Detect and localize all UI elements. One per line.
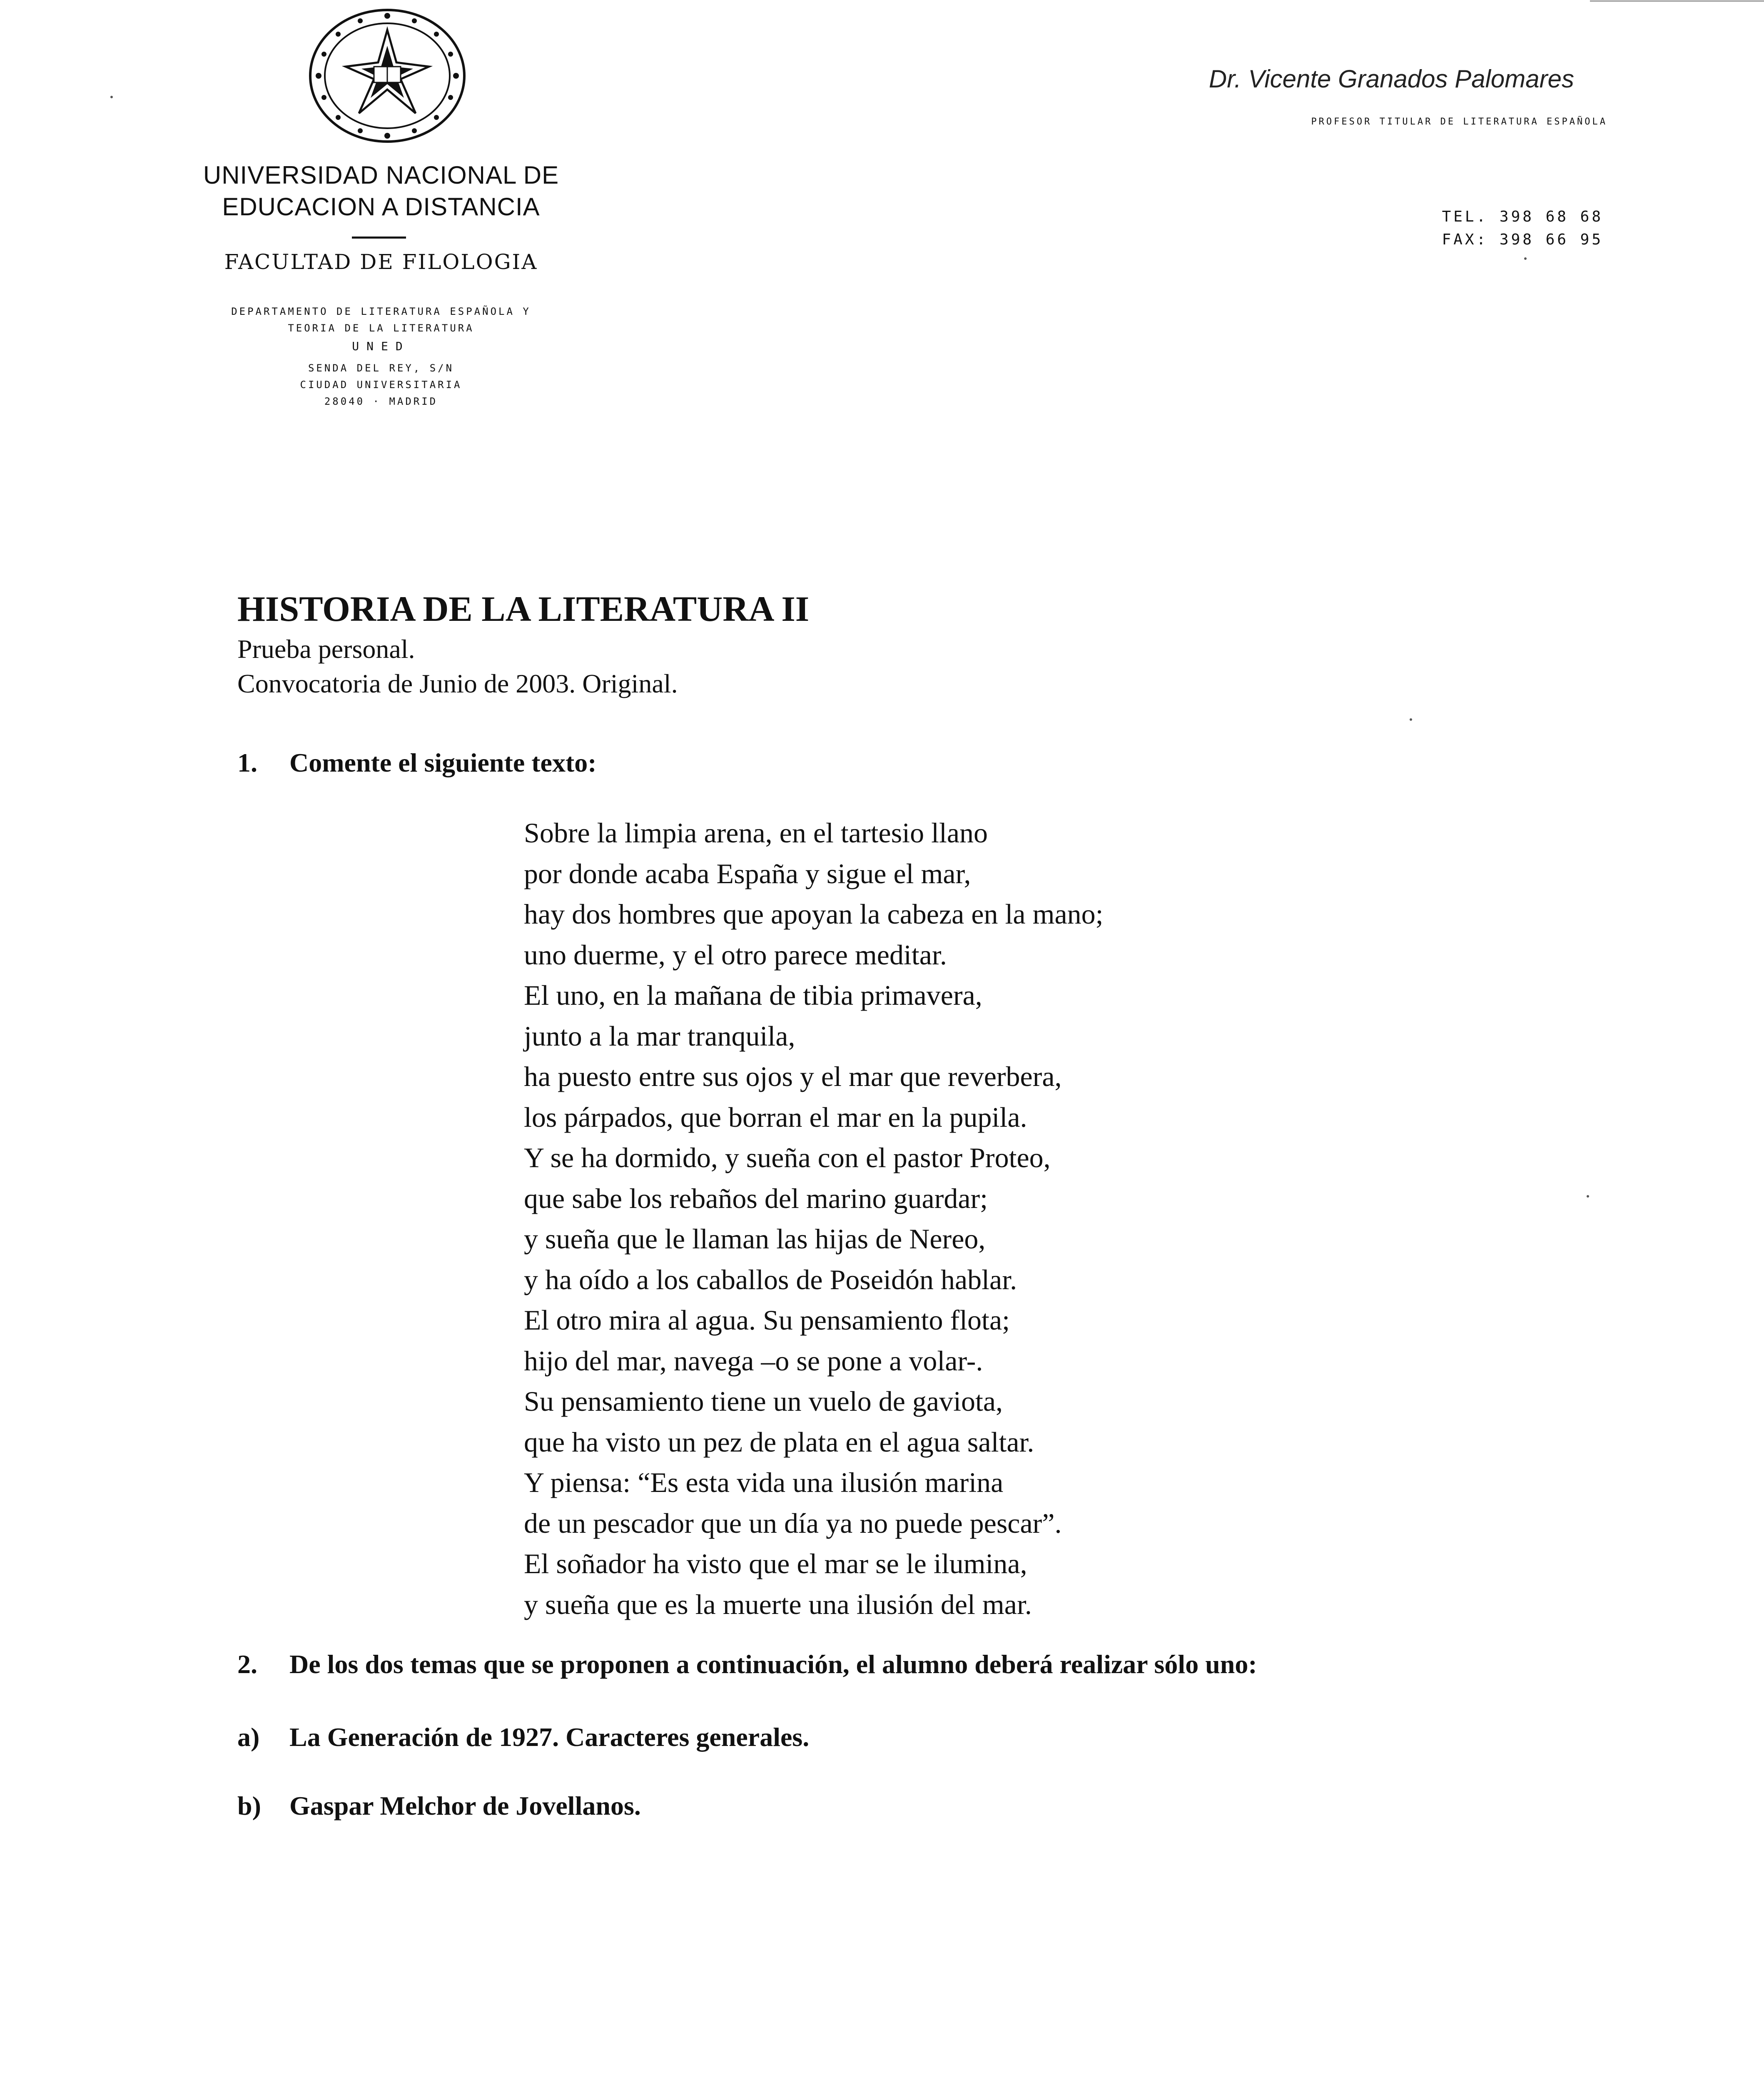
fax-number: FAX: 398 66 95 (1442, 231, 1603, 248)
question-text: De los dos temas que se proponen a continuación, el alumno deberá realizar sólo uno: (289, 1649, 1257, 1679)
option-text: Gaspar Melchor de Jovellanos. (289, 1791, 641, 1821)
poem-line: que ha visto un pez de plata en el agua saltar. (524, 1426, 1034, 1458)
poem-line: hay dos hombres que apoyan la cabeza en la mano; (524, 898, 1104, 930)
poem-line: que sabe los rebaños del marino guardar; (524, 1182, 988, 1214)
option-label: b) (237, 1791, 261, 1821)
poem-line: los párpados, que borran el mar en la pupila. (524, 1101, 1027, 1133)
poem-line: ha puesto entre sus ojos y el mar que reverbera, (524, 1061, 1062, 1092)
question-number: 2. (237, 1649, 257, 1679)
department-line: DEPARTAMENTO DE LITERATURA ESPAÑOLA Y (231, 306, 531, 317)
exam-session: Convocatoria de Junio de 2003. Original. (237, 669, 678, 698)
poem-text (524, 813, 1565, 1625)
university-name-line1: UNIVERSIDAD NACIONAL DE (203, 161, 559, 189)
poem-line: y sueña que le llaman las hijas de Nereo, (524, 1223, 986, 1255)
poem-line: El uno, en la mañana de tibia primavera, (524, 979, 982, 1011)
department-line: TEORIA DE LA LITERATURA (288, 322, 474, 334)
address-line: SENDA DEL REY, S/N (308, 362, 454, 374)
poem-line: Y piensa: “Es esta vida una ilusión marina (524, 1467, 1004, 1498)
option-text: La Generación de 1927. Caracteres generales. (289, 1722, 810, 1752)
poem-line: de un pescador que un día ya no puede pescar”. (524, 1507, 1062, 1539)
poem-line: Su pensamiento tiene un vuelo de gaviota, (524, 1385, 1003, 1417)
poem-line: uno duerme, y el otro parece meditar. (524, 939, 947, 971)
option-label: a) (237, 1722, 260, 1752)
question-number: 1. (237, 748, 257, 777)
exam-title: HISTORIA DE LA LITERATURA II (237, 589, 810, 629)
university-seal-icon (304, 4, 471, 148)
telephone-number: TEL. 398 68 68 (1442, 208, 1603, 225)
poem-line: Y se ha dormido, y sueña con el pastor Proteo, (524, 1142, 1051, 1173)
scan-speck (110, 96, 113, 98)
poem-line: hijo del mar, navega –o se pone a volar-. (524, 1345, 983, 1377)
poem-line: El otro mira al agua. Su pensamiento flota; (524, 1304, 1010, 1336)
professor-name: Dr. Vicente Granados Palomares (1208, 65, 1574, 93)
poem-line: y ha oído a los caballos de Poseidón hablar. (524, 1263, 1017, 1295)
scan-speck (1410, 718, 1412, 721)
professor-title: PROFESOR TITULAR DE LITERATURA ESPAÑOLA (1311, 117, 1607, 127)
divider (352, 237, 406, 239)
poem-line: junto a la mar tranquila, (524, 1020, 795, 1052)
scan-line (1590, 0, 1764, 2)
poem-line: por donde acaba España y sigue el mar, (524, 857, 971, 889)
scan-speck (1587, 1195, 1589, 1198)
university-name-line2: EDUCACION A DISTANCIA (222, 193, 540, 221)
address-line: 28040 · MADRID (324, 396, 438, 407)
poem-line: El soñador ha visto que el mar se le ilumina, (524, 1548, 1027, 1579)
question-text: Comente el siguiente texto: (289, 748, 597, 777)
poem-line: Sobre la limpia arena, en el tartesio llano (524, 817, 988, 849)
faculty-name: FACULTAD DE FILOLOGIA (224, 250, 538, 274)
scan-speck (1524, 257, 1527, 260)
poem-line: y sueña que es la muerte una ilusión del mar. (524, 1588, 1032, 1620)
exam-subtitle: Prueba personal. (237, 634, 415, 664)
address-line: CIUDAD UNIVERSITARIA (300, 379, 462, 391)
department-line: UNED (352, 339, 410, 353)
